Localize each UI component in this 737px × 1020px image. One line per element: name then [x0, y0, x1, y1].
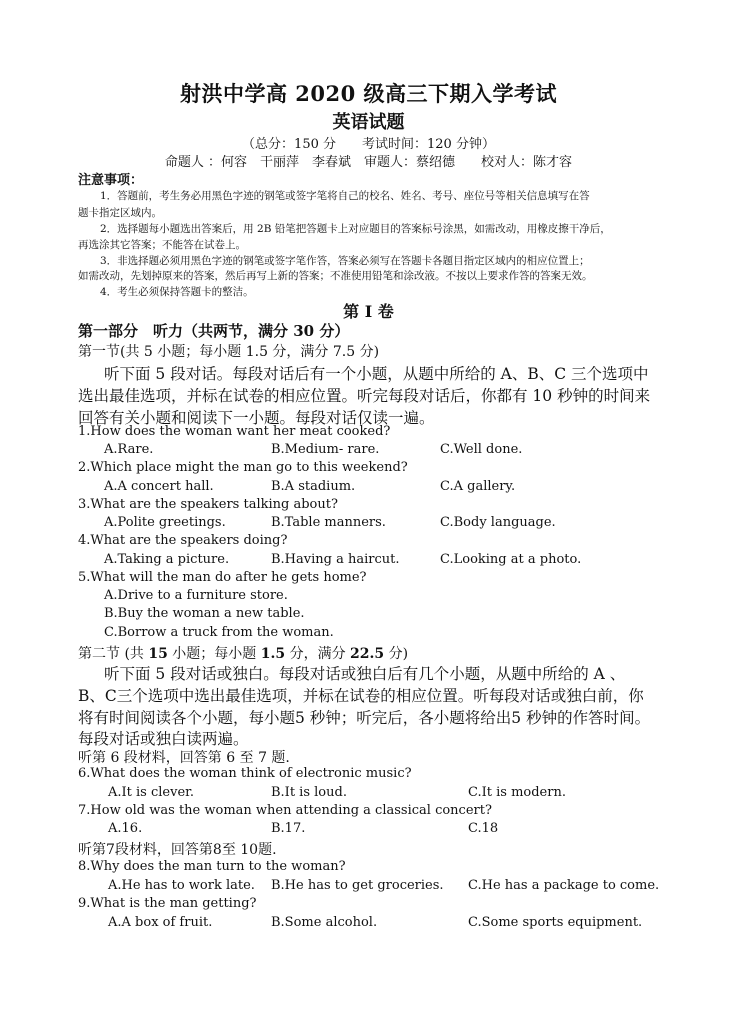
exam-meta: （总分：150 分 考试时间：120 分钟） [242, 137, 495, 152]
note-4: 4．考生必须保持答题卡的整洁。 [100, 286, 254, 298]
question-5-option-a: A.Drive to a furniture store. [104, 588, 288, 603]
question-6-option-c: C.It is modern. [468, 785, 566, 800]
exam-subject: 英语试题 [332, 112, 405, 133]
question-8-option-a: A.He has to work late. [108, 878, 255, 893]
question-1-option-c: C.Well done. [440, 442, 523, 457]
part-1-title: 第一部分 听力（共两节，满分 30 分） [78, 322, 350, 340]
question-4-option-a: A.Taking a picture. [104, 552, 230, 567]
question-7-stem: 7.How old was the woman when attending a classical concert? [78, 803, 492, 818]
question-8-stem: 8.Why does the man turn to the woman? [78, 859, 346, 874]
question-3-option-c: C.Body language. [440, 515, 556, 530]
question-7-option-b: B.17. [271, 821, 306, 836]
exam-title: 射洪中学高 2020 级高三下期入学考试 [179, 81, 558, 106]
question-2-option-c: C.A gallery. [440, 479, 516, 494]
question-1-stem: 1.How does the woman want her meat cooked? [78, 424, 391, 439]
section-1-title: 第一节(共 5 小题；每小题 1.5 分，满分 7.5 分) [78, 344, 380, 360]
section-2-instruction-1: 听下面 5 段对话或独白。每段对话或独白后有几个小题，从题中所给的 A 、 [104, 665, 626, 683]
section-2-points-total: 22.5 [350, 646, 385, 662]
question-8-option-b: B.He has to get groceries. [271, 878, 444, 893]
question-7-option-c: C.18 [468, 821, 499, 836]
question-1-option-a: A.Rare. [104, 442, 154, 457]
question-9-option-a: A.A box of fruit. [108, 915, 213, 930]
material-6-heading: 听第 6 段材料，回答第 6 至 7 题. [78, 750, 290, 766]
question-3-option-a: A.Polite greetings. [104, 515, 226, 530]
section-2-title-end: 分) [384, 646, 409, 662]
volume-title: 第 I 卷 [343, 302, 394, 321]
section-2-instruction-3: 将有时间阅读各个小题，每小题5 秒钟；听完后，各小题将给出5 秒钟的作答时间。 [78, 709, 651, 727]
question-5-option-c: C.Borrow a truck from the woman. [104, 625, 334, 640]
question-4-option-c: C.Looking at a photo. [440, 552, 582, 567]
question-5-stem: 5.What will the man do after he gets home? [78, 570, 367, 585]
section-2-title-prefix: 第二节 (共 [78, 646, 149, 662]
material-7-heading: 听第7段材料，回答第8至 10题. [78, 842, 277, 858]
note-2-line-2: 再选涂其它答案；不能答在试卷上。 [78, 239, 246, 251]
note-3-line-2: 如需改动，先划掉原来的答案，然后再写上新的答案；不准使用铅笔和涂改液。不按以上要求作答的答案无效。 [78, 270, 593, 282]
question-2-option-a: A.A concert hall. [104, 479, 214, 494]
section-2-points-each: 1.5 [260, 646, 286, 662]
note-1-line-2: 题卡指定区域内。 [78, 207, 162, 219]
section-1-instruction-1: 听下面 5 段对话。每段对话后有一个小题，从题中所给的 A、B、C 三个选项中 [104, 365, 649, 383]
question-6-option-b: B.It is loud. [271, 785, 347, 800]
question-8-option-c: C.He has a package to come. [468, 878, 660, 893]
section-2-instruction-2: B、C三个选项中选出最佳选项，并标在试卷的相应位置。听每段对话或独白前，你 [78, 687, 644, 705]
question-3-stem: 3.What are the speakers talking about? [78, 497, 338, 512]
section-2-instruction-4: 每段对话或独白读两遍。 [78, 730, 249, 748]
question-4-stem: 4.What are the speakers doing? [78, 533, 288, 548]
question-1-option-b: B.Medium- rare. [271, 442, 380, 457]
exam-staff: 命题人 ：何容 干丽萍 李春斌 审题人：蔡绍德 校对人：陈才容 [164, 155, 573, 170]
section-2-title-mid: 小题；每小题 [167, 646, 261, 662]
question-9-option-b: B.Some alcohol. [271, 915, 378, 930]
question-2-option-b: B.A stadium. [271, 479, 356, 494]
question-9-stem: 9.What is the man getting? [78, 896, 257, 911]
section-1-instruction-2: 选出最佳选项，并标在试卷的相应位置。听完每段对话后，你都有 10 秒钟的时间来 [78, 387, 651, 405]
section-2-title-mid2: 分，满分 [285, 646, 351, 662]
section-2-question-count: 15 [148, 646, 168, 662]
question-6-stem: 6.What does the woman think of electronic music? [78, 766, 412, 781]
section-2-title [78, 643, 408, 663]
question-3-option-b: B.Table manners. [271, 515, 386, 530]
question-9-option-c: C.Some sports equipment. [468, 915, 643, 930]
note-1-line-1: 1．答题前，考生务必用黑色字迹的钢笔或签字笔将自己的校名、姓名、考号、座位号等相关信息填写在答 [100, 190, 590, 202]
section-1-instruction-3: 回答有关小题和阅读下一小题。每段对话仅读一遍。 [78, 409, 435, 427]
question-4-option-b: B.Having a haircut. [271, 552, 400, 567]
question-2-stem: 2.Which place might the man go to this weekend? [78, 460, 408, 475]
notes-heading: 注意事项： [78, 173, 144, 188]
note-3-line-1: 3．非选择题必须用黑色字迹的钢笔或签字笔作答，答案必须写在答题卡各题目指定区域内的相应位置上； [100, 255, 590, 267]
question-5-option-b: B.Buy the woman a new table. [104, 606, 305, 621]
note-2-line-1: 2．选择题每小题选出答案后，用 2B 铅笔把答题卡上对应题目的答案标号涂黑，如需改动，用橡皮擦干净后， [100, 223, 611, 235]
question-6-option-a: A.It is clever. [108, 785, 195, 800]
question-7-option-a: A.16. [108, 821, 143, 836]
